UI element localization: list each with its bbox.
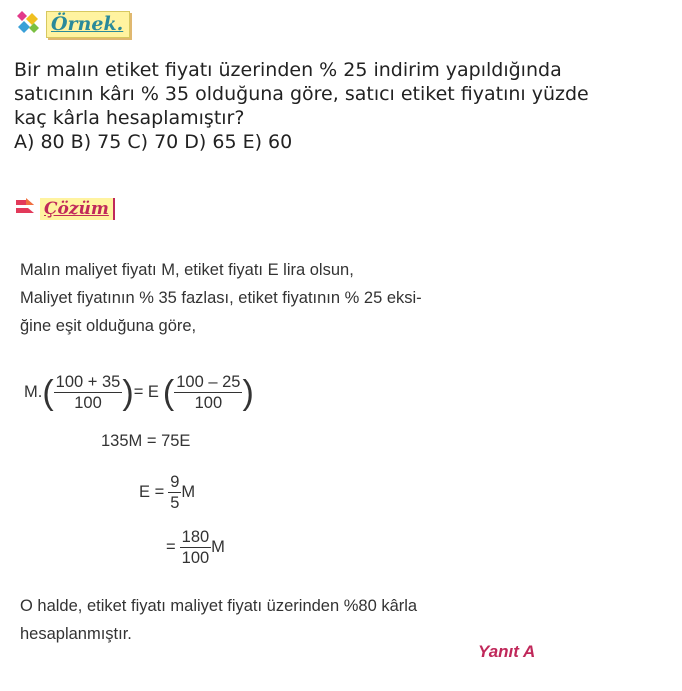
eq3-lhs: E = [139, 483, 165, 501]
equation-1 [24, 372, 254, 413]
eq3-var: M [181, 483, 196, 501]
solution-intro [20, 256, 640, 340]
fraction-denominator: 100 [74, 394, 102, 412]
eq4-var: M [211, 538, 225, 556]
left-paren: ( [42, 373, 54, 412]
fraction-numerator: 100 – 25 [176, 373, 241, 391]
answer-choices: A) 80 B) 75 C) 70 D) 65 E) 60 [14, 131, 293, 153]
solution-badge: Çözüm [40, 198, 115, 220]
fraction-numerator: 9 [170, 473, 180, 491]
fraction-denominator: 5 [170, 494, 180, 512]
question-line: Bir malın etiket fiyatı üzerinden % 25 indirim yapıldığında [14, 59, 562, 81]
solution-line: Malın maliyet fiyatı M, etiket fiyatı E lira olsun, [20, 261, 354, 279]
solution-conclusion [20, 592, 640, 648]
solution-header [14, 194, 115, 224]
conclusion-line: O halde, etiket fiyatı maliyet fiyatı üzerinden %80 kârla [20, 597, 418, 615]
solution-line: Maliyet fiyatının % 35 fazlası, etiket fiyatının % 25 eksi- [20, 289, 422, 307]
fraction-3 [168, 472, 181, 513]
right-paren: ) [122, 373, 134, 412]
diamond-cluster-icon [14, 9, 42, 39]
answer-label: Yanıt A [478, 642, 536, 661]
equation-2: 135M = 75E [101, 432, 191, 450]
left-paren: ( [162, 373, 175, 412]
eq4-lhs: = [166, 538, 176, 556]
solution-line: ğine eşit olduğuna göre, [20, 317, 197, 335]
question-line: satıcının kârı % 35 olduğuna göre, satıcı etiket fiyatını yüzde [14, 83, 589, 105]
fraction-numerator: 180 [181, 528, 210, 546]
fraction-1 [54, 372, 123, 413]
right-paren: ) [242, 373, 254, 412]
fraction-denominator: 100 [181, 549, 210, 567]
fraction-denominator: 100 [194, 394, 223, 412]
fraction-4 [180, 527, 212, 568]
example-badge: Örnek. [46, 11, 130, 38]
eq1-left-var: M. [24, 383, 43, 401]
double-arrow-icon [14, 197, 36, 221]
conclusion-line: hesaplanmıştır. [20, 625, 132, 643]
example-header [14, 8, 130, 40]
equation-3 [139, 472, 195, 513]
question-line: kaç kârla hesaplamıştır? [14, 107, 245, 129]
eq1-equals: = E [133, 383, 159, 401]
fraction-2 [174, 372, 242, 413]
question-text [14, 58, 674, 154]
fraction-numerator: 100 + 35 [55, 373, 121, 391]
equation-4 [166, 527, 225, 568]
